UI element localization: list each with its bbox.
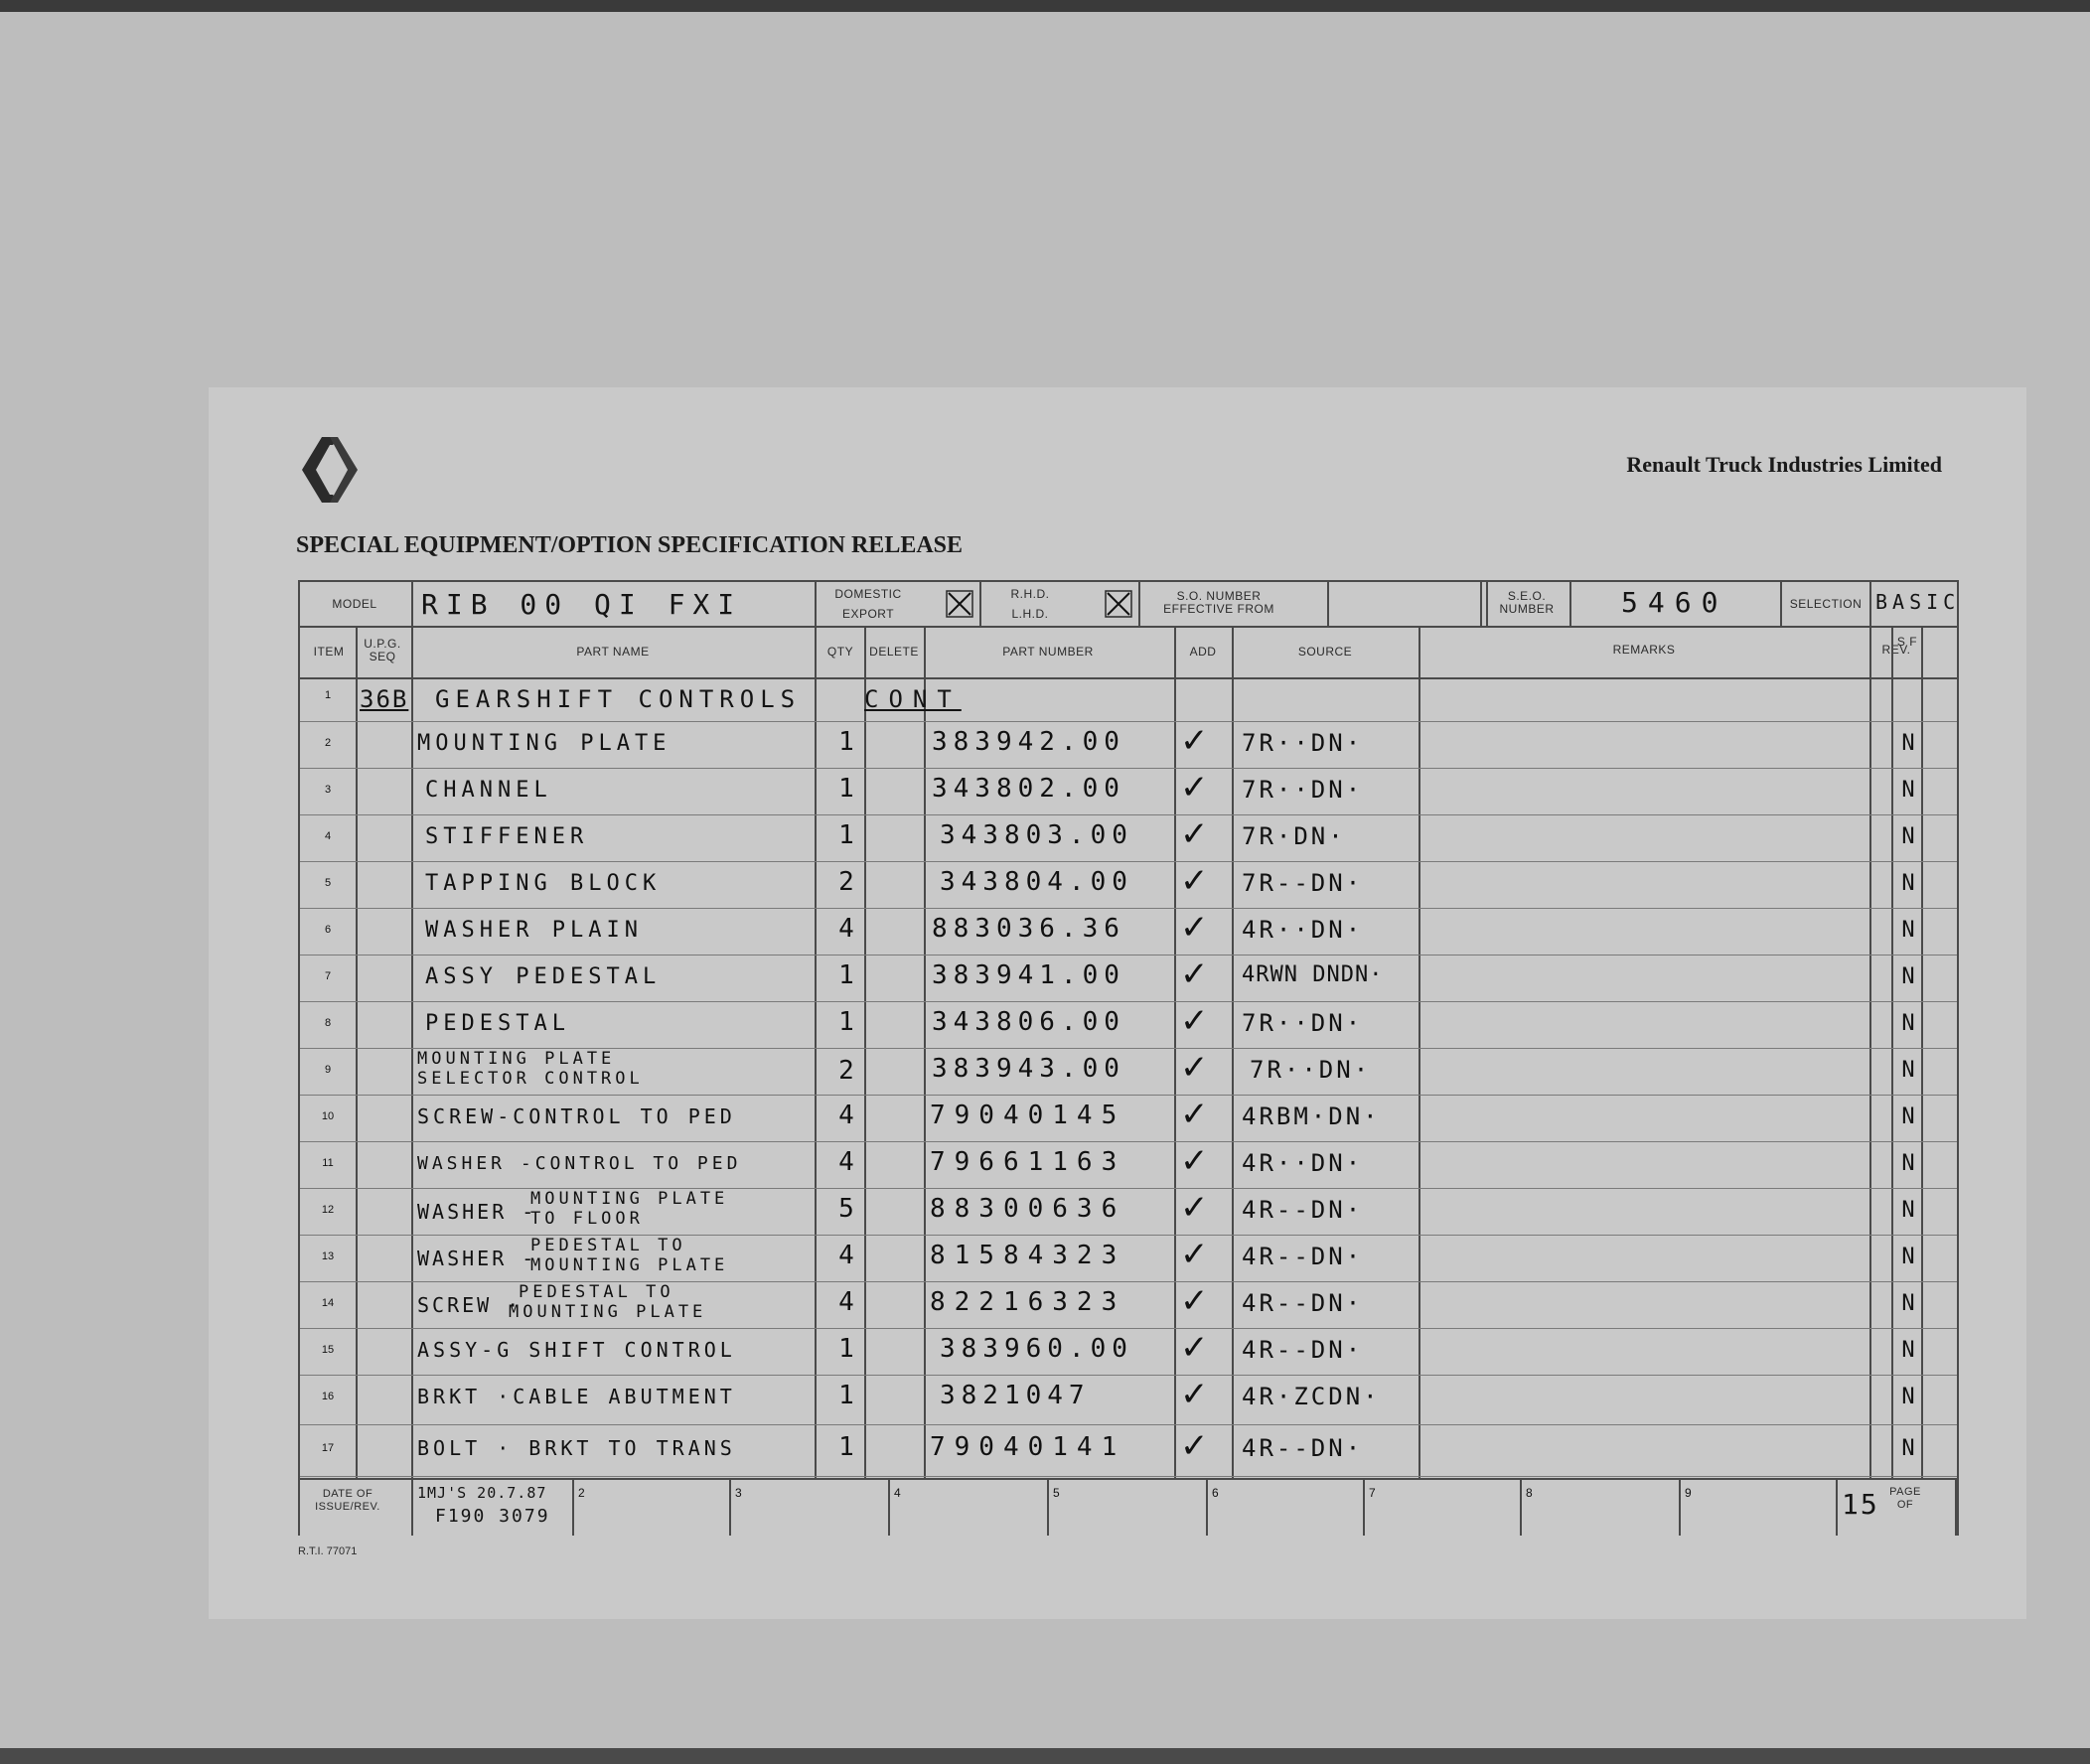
part-number: 79661163 [930, 1147, 1126, 1177]
scan-bottom-edge [0, 1748, 2090, 1764]
part-name-line2: PEDESTAL TO [519, 1282, 674, 1302]
table-row [300, 1281, 1957, 1329]
col-qty: QTY [826, 645, 854, 659]
col-source: SOURCE [1297, 645, 1353, 659]
table-row [300, 1375, 1957, 1425]
col-upg-seq: U.P.G. SEQ [364, 637, 401, 663]
source-value: 4RWN DNDN· [1242, 962, 1384, 987]
seo-number-value: 5460 [1621, 586, 1728, 619]
column-header-row [300, 626, 1957, 679]
part-number: 383942.00 [932, 727, 1125, 757]
source-value: 7R--DN· [1242, 869, 1364, 897]
sf-flag: N [1901, 1058, 1915, 1083]
part-number: 343804.00 [940, 867, 1133, 897]
add-check-icon: ✓ [1180, 908, 1209, 948]
qty-value: 1 [838, 1381, 854, 1410]
add-check-icon: ✓ [1180, 1095, 1209, 1134]
sf-flag: N [1901, 918, 1915, 943]
source-value: 7R··DN· [1242, 776, 1364, 804]
part-number: 79040145 [930, 1101, 1126, 1130]
part-name: BRKT ·CABLE ABUTMENT [417, 1385, 736, 1408]
date-line2: F190 3079 [435, 1506, 550, 1527]
sf-flag: N [1901, 1104, 1915, 1129]
part-name: STIFFENER [425, 824, 589, 849]
page-number: 15 [1842, 1488, 1879, 1521]
add-check-icon: ✓ [1180, 1426, 1209, 1466]
item-number: 10 [321, 1110, 335, 1122]
col-rev: REV. [1881, 643, 1911, 657]
source-value: 4R··DN· [1242, 1149, 1364, 1177]
part-name: SCREW-CONTROL TO PED [417, 1104, 736, 1128]
item-number: 17 [321, 1442, 335, 1454]
part-number: 81584323 [930, 1241, 1126, 1270]
part-name-line2: SELECTOR CONTROL [417, 1069, 644, 1089]
part-name-line2: PEDESTAL TO [530, 1236, 686, 1255]
source-value: 4R·ZCDN· [1242, 1383, 1381, 1410]
part-name: WASHER - [417, 1200, 537, 1224]
part-number: 82216323 [930, 1287, 1126, 1317]
sf-flag: N [1901, 1338, 1915, 1363]
table-row [300, 1235, 1957, 1282]
sf-flag: N [1901, 1245, 1915, 1269]
part-number: 343803.00 [940, 820, 1133, 850]
qty-value: 4 [838, 1101, 854, 1130]
part-name: SCREW · [417, 1293, 522, 1317]
source-value: 4R--DN· [1242, 1289, 1364, 1317]
part-name: MOUNTING PLATE [417, 731, 672, 756]
item-number: 3 [324, 784, 332, 796]
add-check-icon: ✓ [1180, 861, 1209, 901]
sf-flag: N [1901, 964, 1915, 989]
part-number: 3821047 [940, 1381, 1091, 1410]
part-number: 883036.36 [932, 914, 1125, 944]
table-row [300, 1141, 1957, 1189]
seo-number-label: S.E.O. NUMBER [1499, 589, 1555, 616]
add-check-icon: ✓ [1180, 1328, 1209, 1368]
item-number: 9 [324, 1064, 332, 1076]
part-name: TAPPING BLOCK [425, 871, 662, 896]
col-part-number: PART NUMBER [1002, 645, 1094, 659]
source-value: 4R--DN· [1242, 1243, 1364, 1270]
lhd-label: L.H.D. [1011, 607, 1049, 621]
sf-flag: N [1901, 1291, 1915, 1316]
qty-value: 5 [838, 1194, 854, 1224]
col-part-name: PART NAME [576, 645, 650, 659]
qty-value: 1 [838, 774, 854, 804]
col-delete: DELETE [869, 645, 919, 659]
sf-flag: N [1901, 1011, 1915, 1036]
source-value: 4R··DN· [1242, 916, 1364, 944]
part-number: 343806.00 [932, 1007, 1125, 1037]
footer-slot: 2 [578, 1486, 585, 1500]
sf-flag: N [1901, 731, 1915, 756]
add-check-icon: ✓ [1180, 1001, 1209, 1041]
qty-value: 2 [838, 867, 854, 897]
table-row [300, 1328, 1957, 1376]
part-name: MOUNTING PLATE [417, 1049, 616, 1069]
sf-flag: N [1901, 824, 1915, 849]
part-name-line3: TO FLOOR [530, 1209, 644, 1229]
source-value: 7R··DN· [1242, 1009, 1364, 1037]
qty-value: 4 [838, 1241, 854, 1270]
qty-value: 4 [838, 1287, 854, 1317]
item-number: 8 [324, 1017, 332, 1029]
table-row [300, 1001, 1957, 1049]
sf-flag: N [1901, 871, 1915, 896]
part-number: 79040141 [930, 1432, 1126, 1462]
model-value: RIB 00 QI FXI [421, 588, 743, 621]
domestic-checked-icon [946, 590, 973, 618]
footer-slot: 7 [1369, 1486, 1376, 1500]
date-label: DATE OF ISSUE/REV. [315, 1488, 380, 1513]
add-check-icon: ✓ [1180, 1141, 1209, 1181]
qty-value: 1 [838, 1007, 854, 1037]
item-number: 5 [324, 877, 332, 889]
item-number: 2 [324, 737, 332, 749]
col-remarks: REMARKS [1612, 643, 1676, 657]
item-number: 16 [321, 1391, 335, 1402]
part-name: PEDESTAL [425, 1011, 570, 1036]
part-name-line3: MOUNTING PLATE [509, 1302, 707, 1322]
add-check-icon: ✓ [1180, 1188, 1209, 1228]
item-number: 1 [324, 689, 332, 701]
qty-value: 1 [838, 820, 854, 850]
add-check-icon: ✓ [1180, 814, 1209, 854]
sf-flag: N [1901, 1385, 1915, 1409]
part-name: CHANNEL [425, 778, 552, 803]
company-name: Renault Truck Industries Limited [1626, 452, 1942, 477]
model-label: MODEL [332, 597, 377, 611]
footer-slot: 4 [894, 1486, 901, 1500]
source-value: 7R··DN· [1250, 1056, 1372, 1084]
date-line1: 1MJ'S 20.7.87 [417, 1484, 547, 1502]
item-number: 15 [321, 1344, 335, 1356]
source-value: 4R--DN· [1242, 1196, 1364, 1224]
part-number: 343802.00 [932, 774, 1125, 804]
part-number: 383960.00 [940, 1334, 1133, 1364]
part-name: WASHER PLAIN [425, 918, 643, 943]
table-row [300, 908, 1957, 956]
source-value: 4R--DN· [1242, 1336, 1364, 1364]
page-label: PAGE OF [1889, 1486, 1921, 1511]
source-value: 7R·DN· [1242, 822, 1346, 850]
part-name: BOLT · BRKT TO TRANS [417, 1436, 736, 1460]
specification-form [298, 580, 1959, 1536]
item-number: 14 [321, 1297, 335, 1309]
source-value: 7R··DN· [1242, 729, 1364, 757]
sf-flag: N [1901, 1198, 1915, 1223]
footer-slot: 9 [1685, 1486, 1692, 1500]
footer-slot: 3 [735, 1486, 742, 1500]
item-number: 13 [321, 1250, 335, 1262]
part-name-line2: MOUNTING PLATE [530, 1189, 729, 1209]
item-number: 4 [324, 830, 332, 842]
part-name-line3: MOUNTING PLATE [530, 1255, 729, 1275]
rhd-label: R.H.D. [1010, 587, 1050, 601]
item-number: 6 [324, 924, 332, 936]
part-number: 88300636 [930, 1194, 1126, 1224]
qty-value: 1 [838, 727, 854, 757]
table-row [300, 768, 1957, 815]
part-name: WASHER - [417, 1247, 537, 1270]
add-check-icon: ✓ [1180, 1375, 1209, 1414]
sf-flag: N [1901, 1436, 1915, 1461]
qty-value: 1 [838, 1432, 854, 1462]
item-number: 7 [324, 970, 332, 982]
table-row [300, 955, 1957, 1002]
export-label: EXPORT [841, 607, 895, 621]
footer-slot: 8 [1526, 1486, 1533, 1500]
table-row [300, 861, 1957, 909]
sf-flag: N [1901, 1151, 1915, 1176]
domestic-label: DOMESTIC [834, 587, 902, 601]
footer-slot: 6 [1212, 1486, 1219, 1500]
form-title: SPECIAL EQUIPMENT/OPTION SPECIFICATION RELEASE [296, 532, 964, 558]
upg-seq-value: 36B [360, 685, 409, 713]
rhd-checked-icon [1105, 590, 1132, 618]
part-name: ASSY-G SHIFT CONTROL [417, 1338, 736, 1362]
so-number-label: S.O. NUMBER EFFECTIVE FROM [1163, 589, 1274, 616]
source-value: 4R--DN· [1242, 1434, 1364, 1462]
source-value: 4RBM·DN· [1242, 1102, 1381, 1130]
sf-flag: N [1901, 778, 1915, 803]
add-check-icon: ✓ [1180, 1048, 1209, 1088]
table-row [300, 1048, 1957, 1096]
col-sf: S F [1896, 635, 1918, 649]
footer-slot: 5 [1053, 1486, 1060, 1500]
table-row [300, 677, 1957, 722]
section-note: CONT [864, 685, 962, 713]
form-code: R.T.I. 77071 [298, 1545, 358, 1557]
selection-value: BASIC [1875, 590, 1961, 614]
add-check-icon: ✓ [1180, 1281, 1209, 1321]
item-number: 11 [322, 1157, 334, 1169]
table-row [300, 1424, 1957, 1477]
part-name: WASHER -CONTROL TO PED [417, 1153, 742, 1174]
item-number: 12 [321, 1204, 335, 1216]
qty-value: 2 [838, 1056, 854, 1086]
table-row [300, 1095, 1957, 1142]
col-add: ADD [1189, 645, 1217, 659]
add-check-icon: ✓ [1180, 955, 1209, 994]
parts-table [300, 677, 1957, 1478]
selection-label: SELECTION [1789, 597, 1863, 611]
section-title: GEARSHIFT CONTROLS [435, 685, 802, 713]
part-number: 383943.00 [932, 1054, 1125, 1084]
scan-top-edge [0, 0, 2090, 12]
add-check-icon: ✓ [1180, 721, 1209, 761]
qty-value: 4 [838, 1147, 854, 1177]
qty-value: 1 [838, 960, 854, 990]
add-check-icon: ✓ [1180, 768, 1209, 808]
part-name: ASSY PEDESTAL [425, 964, 662, 989]
header-row [300, 582, 1961, 628]
form-footer [300, 1478, 1957, 1536]
qty-value: 1 [838, 1334, 854, 1364]
add-check-icon: ✓ [1180, 1235, 1209, 1274]
table-row [300, 1188, 1957, 1236]
renault-logo-icon [300, 435, 360, 505]
qty-value: 4 [838, 914, 854, 944]
table-row [300, 721, 1957, 769]
table-row [300, 814, 1957, 862]
col-item: ITEM [313, 645, 345, 659]
part-number: 383941.00 [932, 960, 1125, 990]
